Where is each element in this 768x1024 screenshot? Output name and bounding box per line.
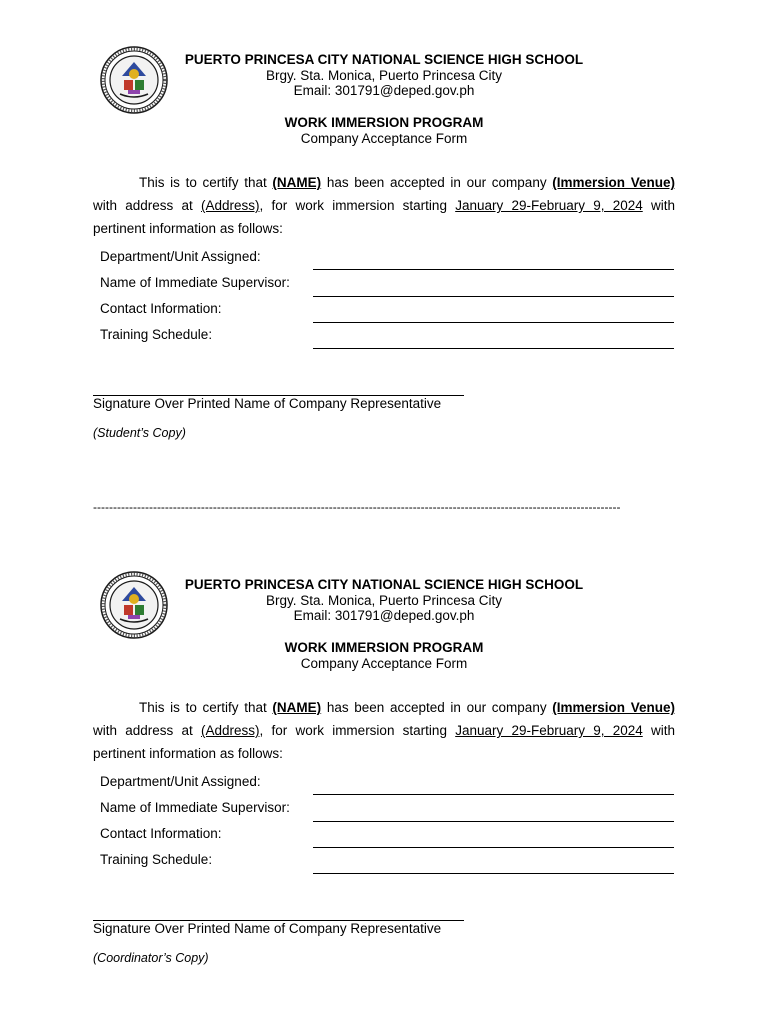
field-label-department: Department/Unit Assigned: <box>100 774 261 789</box>
field-label-supervisor: Name of Immediate Supervisor: <box>100 275 290 290</box>
school-address: Brgy. Sta. Monica, Puerto Princesa City <box>265 68 503 83</box>
venue-placeholder: (Immersion Venue) <box>552 175 675 190</box>
form-subtitle: Company Acceptance Form <box>300 131 468 146</box>
name-placeholder: (NAME) <box>272 175 322 190</box>
acceptance-form-student-copy <box>0 0 768 460</box>
certification-paragraph: This is to certify that (NAME) has been accepted in our company (Immersion Venue) with address at (Address), for work immersion starting January 29-February 9, 2024 with pertinent information as follows: <box>93 175 675 236</box>
immersion-dates: January 29-February 9, 2024 <box>455 198 643 213</box>
cut-line: ------------------------------------------------------------------------------------------------------------------------------------ <box>93 500 621 514</box>
signature-label: Signature Over Printed Name of Company Representative <box>93 921 442 936</box>
immersion-dates: January 29-February 9, 2024 <box>455 723 643 738</box>
field-line-contact <box>313 322 674 323</box>
address-placeholder: (Address) <box>200 198 260 213</box>
field-line-supervisor <box>313 821 674 822</box>
field-line-schedule <box>313 873 674 874</box>
program-title: WORK IMMERSION PROGRAM <box>284 640 484 655</box>
field-line-department <box>313 794 674 795</box>
certification-paragraph: This is to certify that (NAME) has been accepted in our company (Immersion Venue) with address at (Address), for work immersion starting January 29-February 9, 2024 with pertinent information as follows: <box>93 700 675 761</box>
address-placeholder: (Address) <box>200 723 260 738</box>
copy-note: (Coordinator’s Copy) <box>93 951 209 965</box>
school-name: PUERTO PRINCESA CITY NATIONAL SCIENCE HIGH SCHOOL <box>184 577 584 592</box>
school-email: Email: 301791@deped.gov.ph <box>293 608 475 623</box>
field-label-contact: Contact Information: <box>100 301 222 316</box>
venue-placeholder: (Immersion Venue) <box>552 700 675 715</box>
school-name: PUERTO PRINCESA CITY NATIONAL SCIENCE HIGH SCHOOL <box>184 52 584 67</box>
field-label-contact: Contact Information: <box>100 826 222 841</box>
school-seal-icon <box>100 46 168 114</box>
field-line-contact <box>313 847 674 848</box>
field-line-department <box>313 269 674 270</box>
signature-label: Signature Over Printed Name of Company Representative <box>93 396 442 411</box>
school-email: Email: 301791@deped.gov.ph <box>293 83 475 98</box>
field-label-schedule: Training Schedule: <box>100 852 213 867</box>
form-subtitle: Company Acceptance Form <box>300 656 468 671</box>
field-label-schedule: Training Schedule: <box>100 327 213 342</box>
name-placeholder: (NAME) <box>272 700 322 715</box>
copy-note: (Student’s Copy) <box>93 426 186 440</box>
field-label-supervisor: Name of Immediate Supervisor: <box>100 800 290 815</box>
school-seal-icon <box>100 571 168 639</box>
field-line-supervisor <box>313 296 674 297</box>
school-address: Brgy. Sta. Monica, Puerto Princesa City <box>265 593 503 608</box>
acceptance-form-coordinator-copy <box>0 525 768 985</box>
field-line-schedule <box>313 348 674 349</box>
field-label-department: Department/Unit Assigned: <box>100 249 261 264</box>
program-title: WORK IMMERSION PROGRAM <box>284 115 484 130</box>
